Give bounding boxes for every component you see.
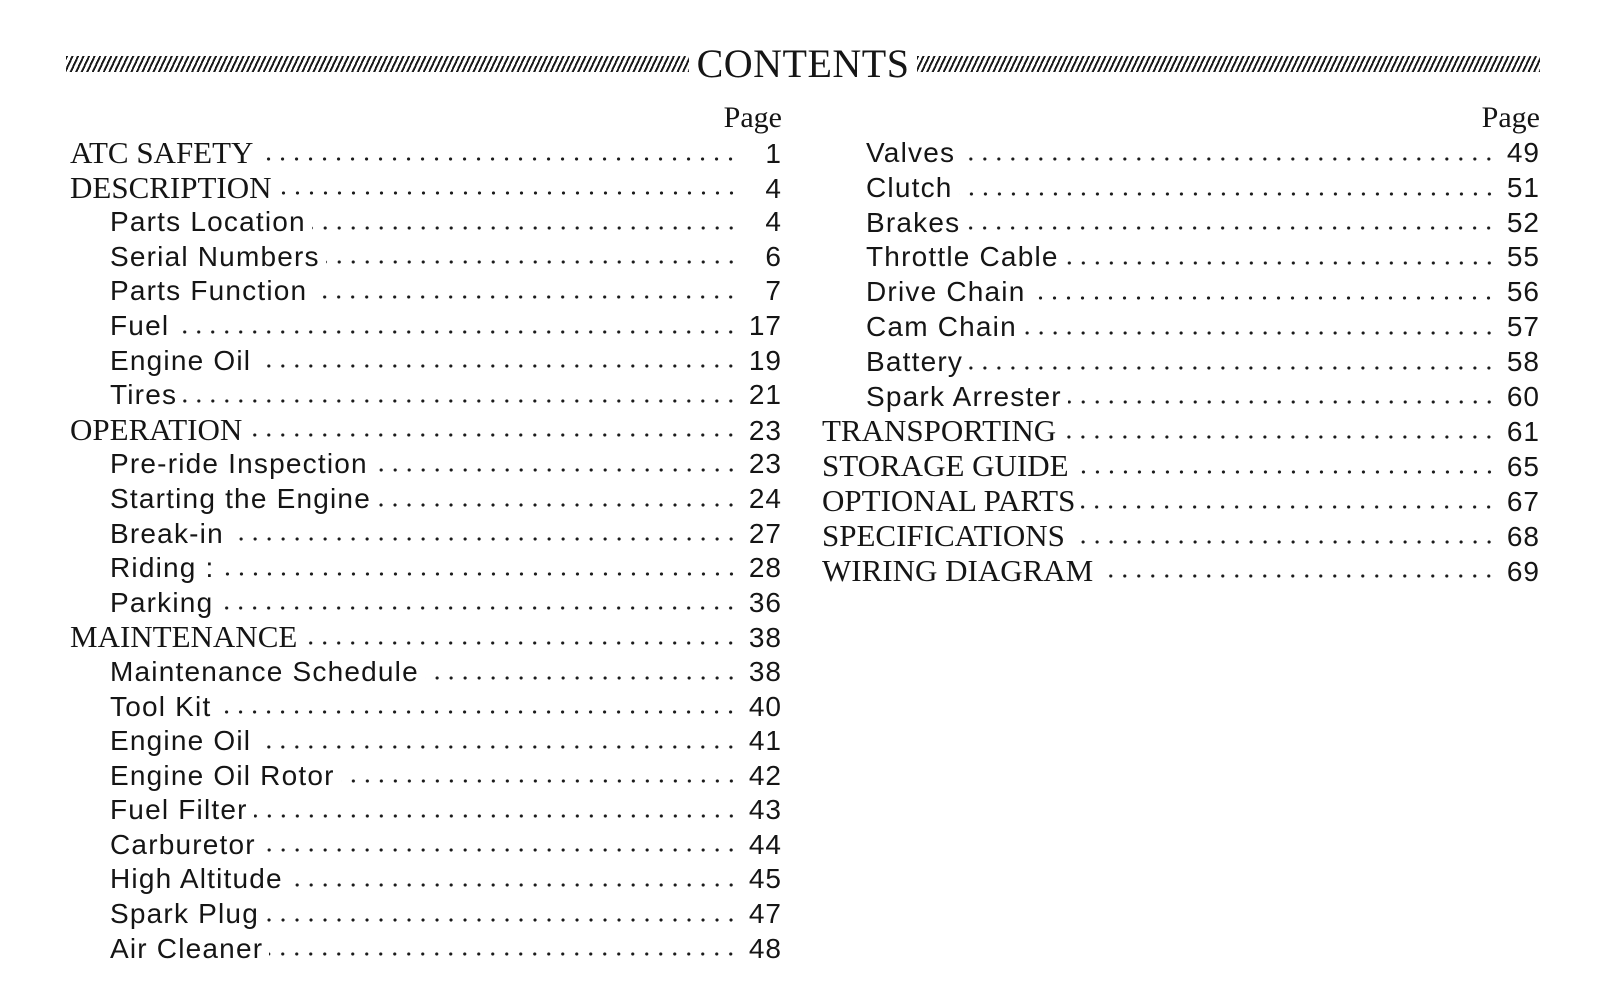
toc-entry-label: Air Cleaner <box>110 932 264 964</box>
dot-leader <box>1062 433 1496 441</box>
toc-entry[interactable] <box>822 414 1540 449</box>
toc-entry[interactable] <box>70 897 782 932</box>
toc-entry[interactable] <box>70 793 782 828</box>
toc-entry[interactable] <box>822 449 1540 484</box>
toc-entry-page: 42 <box>748 759 782 791</box>
toc-entry-label: Maintenance Schedule <box>110 655 419 687</box>
dot-leader <box>265 916 738 924</box>
toc-entry-page: 43 <box>748 794 782 826</box>
dot-leader <box>969 364 1496 372</box>
toc-entry-page: 47 <box>748 898 782 930</box>
toc-entry-page: 69 <box>1506 555 1540 587</box>
toc-entry-label: Parts Function <box>110 275 308 307</box>
toc-entry-label: Carburetor <box>110 828 256 860</box>
dot-leader <box>966 224 1496 232</box>
toc-entry-label: Spark Arrester <box>866 380 1062 412</box>
dot-leader <box>1023 329 1496 337</box>
dot-leader <box>1071 538 1496 546</box>
toc-list-left <box>70 136 782 966</box>
dot-leader <box>278 189 738 197</box>
toc-entry-page: 36 <box>748 586 782 618</box>
toc-entry[interactable] <box>822 519 1540 554</box>
toc-entry[interactable] <box>70 447 782 482</box>
toc-entry[interactable] <box>70 240 782 275</box>
toc-entry-label: Engine Oil Rotor <box>110 759 335 791</box>
toc-entry[interactable] <box>822 206 1540 241</box>
dot-leader <box>312 224 738 232</box>
toc-entry-page: 38 <box>748 622 782 654</box>
toc-entry[interactable] <box>70 724 782 759</box>
toc-entry-label: Throttle Cable <box>866 241 1059 273</box>
toc-entry[interactable] <box>70 482 782 517</box>
dot-leader <box>257 743 738 751</box>
toc-entry[interactable] <box>70 136 782 171</box>
toc-entry-page: 51 <box>1506 171 1540 203</box>
toc-entry-label: ATC SAFETY <box>70 135 254 170</box>
toc-entry-page: 49 <box>1506 137 1540 168</box>
toc-entry-label: TRANSPORTING <box>822 413 1057 449</box>
toc-entry[interactable] <box>70 862 782 897</box>
toc-entry[interactable] <box>822 484 1540 519</box>
toc-entry[interactable] <box>70 620 782 655</box>
toc-entry-label: Battery <box>866 345 964 377</box>
toc-entry-page: 55 <box>1506 241 1540 273</box>
toc-entry-label: Parts Location <box>110 206 306 238</box>
toc-entry[interactable] <box>70 171 782 206</box>
toc-entry-page: 17 <box>748 309 782 341</box>
toc-entry-label: Drive Chain <box>866 276 1026 308</box>
toc-entry[interactable] <box>822 275 1540 310</box>
toc-entry-label: Fuel <box>110 309 170 341</box>
toc-entry[interactable] <box>822 240 1540 275</box>
toc-entry-label: Engine Oil <box>110 344 252 376</box>
toc-entry-page: 1 <box>765 138 782 169</box>
toc-entry-page: 4 <box>765 172 782 204</box>
toc-entry-label: SPECIFICATIONS <box>822 517 1065 553</box>
dot-leader <box>217 708 738 716</box>
toc-entry[interactable] <box>70 551 782 586</box>
dot-leader <box>959 190 1496 198</box>
toc-entry-page: 57 <box>1506 310 1540 342</box>
dot-leader <box>303 639 738 647</box>
toc-entry-page: 6 <box>765 240 782 272</box>
dot-leader <box>219 604 738 612</box>
dot-leader <box>1031 294 1496 302</box>
toc-entry-label: WIRING DIAGRAM <box>822 552 1094 588</box>
toc-entry-page: 7 <box>765 275 782 307</box>
dot-leader <box>425 674 738 682</box>
toc-entry[interactable] <box>70 932 782 967</box>
toc-entry[interactable] <box>70 759 782 794</box>
dot-leader <box>221 570 738 578</box>
toc-entry-page: 21 <box>748 379 782 411</box>
toc-entry[interactable] <box>822 380 1540 415</box>
dot-leader <box>1075 468 1496 476</box>
toc-entry-label: Break-in <box>110 517 224 549</box>
dot-leader <box>257 362 738 370</box>
toc-entry-label: Valves <box>866 137 956 168</box>
toc-entry-page: 23 <box>748 448 782 480</box>
toc-entry-label: Riding : <box>110 552 215 584</box>
dot-leader <box>230 535 738 543</box>
dot-leader <box>1099 572 1496 580</box>
toc-entry[interactable] <box>822 136 1540 171</box>
toc-entry[interactable] <box>70 309 782 344</box>
toc-entry-page: 60 <box>1506 380 1540 412</box>
toc-entry-label: DESCRIPTION <box>70 169 272 205</box>
header-rule-left <box>66 56 689 72</box>
toc-entry[interactable] <box>70 690 782 725</box>
toc-entry[interactable] <box>70 205 782 240</box>
toc-entry-label: Tool Kit <box>110 690 212 722</box>
dot-leader <box>341 777 738 785</box>
toc-entry-page: 40 <box>748 690 782 722</box>
dot-leader <box>377 501 738 509</box>
toc-entry-label: Brakes <box>866 206 961 238</box>
toc-list-right <box>822 136 1540 588</box>
toc-entry[interactable] <box>822 310 1540 345</box>
toc-entry-label: Tires <box>110 379 178 411</box>
toc-entry-page: 48 <box>748 932 782 964</box>
dot-leader <box>1065 259 1496 267</box>
page-title: CONTENTS <box>696 41 910 86</box>
page-column-heading: Page <box>723 101 782 134</box>
toc-entry-page: 38 <box>748 655 782 687</box>
dot-leader <box>961 155 1496 163</box>
toc-entry-page: 27 <box>748 517 782 549</box>
toc-entry-page: 58 <box>1506 345 1540 377</box>
toc-entry-page: 52 <box>1506 206 1540 238</box>
dot-leader <box>183 397 738 405</box>
toc-entry-page: 28 <box>748 552 782 584</box>
toc-entry-page: 56 <box>1506 276 1540 308</box>
dot-leader <box>326 258 738 266</box>
contents-header <box>66 40 1540 88</box>
dot-leader <box>248 431 738 439</box>
toc-entry[interactable] <box>822 554 1540 589</box>
toc-entry[interactable] <box>70 344 782 379</box>
dot-leader <box>289 881 738 889</box>
toc-entry-page: 24 <box>748 482 782 514</box>
toc-entry[interactable] <box>822 171 1540 206</box>
dot-leader <box>269 950 738 958</box>
toc-entry-label: Clutch <box>866 171 953 203</box>
toc-entry[interactable] <box>70 274 782 309</box>
toc-entry-page: 68 <box>1506 520 1540 552</box>
toc-entry-label: Parking <box>110 586 214 618</box>
toc-column-left <box>70 100 782 966</box>
toc-entry-label: Serial Numbers <box>110 240 320 272</box>
toc-entry[interactable] <box>822 345 1540 380</box>
toc-entry-page: 44 <box>748 828 782 860</box>
dot-leader <box>374 466 738 474</box>
toc-entry-label: Fuel Filter <box>110 794 248 826</box>
toc-entry-page: 45 <box>748 863 782 895</box>
toc-entry-page: 41 <box>748 725 782 757</box>
dot-leader <box>1081 503 1496 511</box>
header-rule-right <box>917 56 1540 72</box>
toc-entry-label: OPTIONAL PARTS <box>822 482 1076 518</box>
toc-entry-label: STORAGE GUIDE <box>822 448 1069 484</box>
toc-entry[interactable] <box>70 413 782 448</box>
toc-column-right <box>822 100 1540 588</box>
toc-entry-page: 19 <box>748 344 782 376</box>
dot-leader <box>254 812 738 820</box>
toc-entry-label: Pre-ride Inspection <box>110 448 368 480</box>
toc-entry-label: Cam Chain <box>866 310 1017 342</box>
dot-leader <box>259 155 738 163</box>
page-column-heading: Page <box>1481 101 1540 134</box>
toc-entry-page: 23 <box>748 414 782 446</box>
toc-entry[interactable] <box>70 517 782 552</box>
dot-leader <box>262 846 738 854</box>
dot-leader <box>175 328 738 336</box>
toc-entry-label: MAINTENANCE <box>70 619 298 655</box>
toc-entry-page: 61 <box>1506 416 1540 448</box>
dot-leader <box>313 293 738 301</box>
toc-entry-page: 4 <box>765 206 782 238</box>
toc-entry[interactable] <box>70 586 782 621</box>
toc-entry-label: Engine Oil <box>110 725 252 757</box>
toc-entry-page: 67 <box>1506 485 1540 517</box>
toc-entry[interactable] <box>70 378 782 413</box>
toc-entry-page: 65 <box>1506 451 1540 483</box>
toc-entry[interactable] <box>70 655 782 690</box>
toc-entry[interactable] <box>70 828 782 863</box>
toc-entry-label: OPERATION <box>70 411 243 447</box>
toc-entry-label: Spark Plug <box>110 898 259 930</box>
toc-entry-label: Starting the Engine <box>110 482 371 514</box>
dot-leader <box>1068 398 1496 406</box>
toc-entry-label: High Altitude <box>110 863 283 895</box>
